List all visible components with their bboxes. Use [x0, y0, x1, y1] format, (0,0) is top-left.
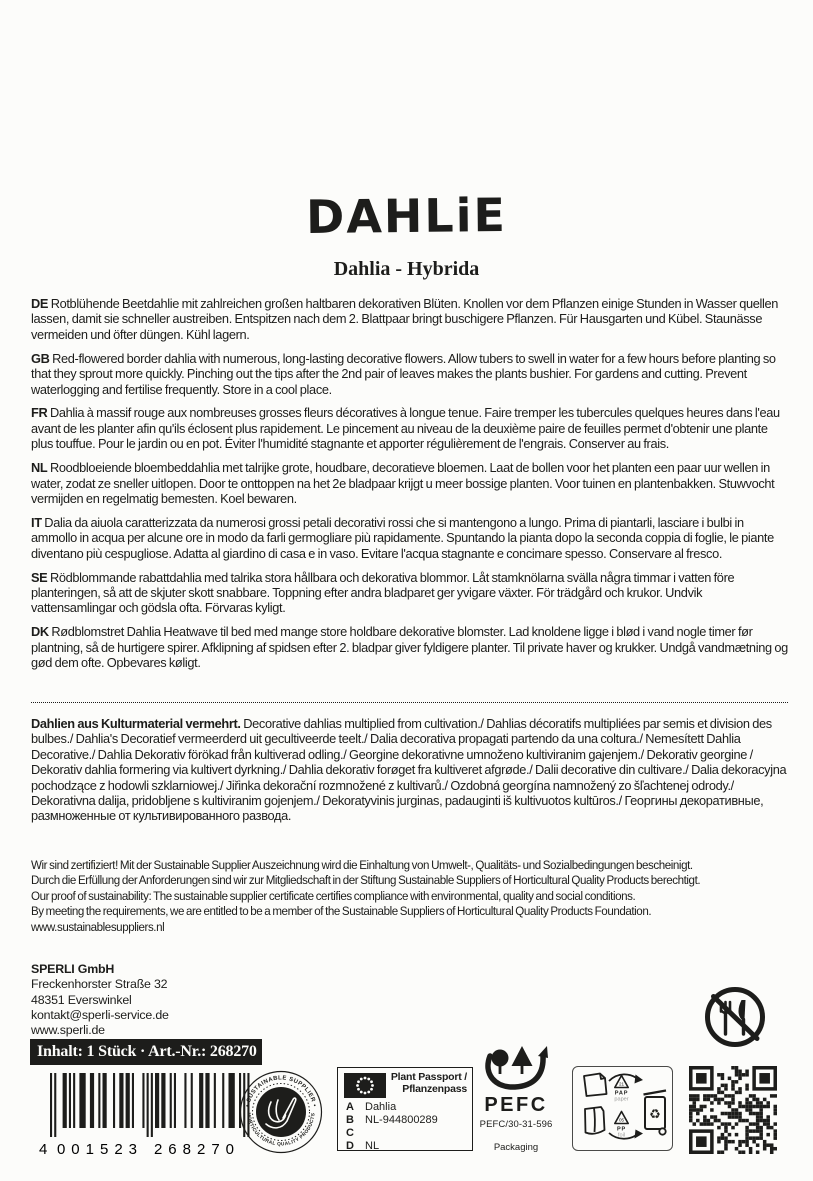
recycling-triangle-pp — [615, 1112, 628, 1139]
address-city: 48351 Everswinkel — [31, 992, 132, 1007]
address-web: www.sperli.de — [31, 1023, 105, 1038]
company-name: SPERLI GmbH — [31, 962, 115, 976]
passport-title — [391, 1072, 467, 1096]
dotted-divider — [31, 702, 788, 703]
passport-row-d — [346, 1140, 438, 1153]
badge-disc — [256, 1087, 306, 1137]
description-text-fr: Dahlia à massif rouge aux nombreuses grosses fleurs décoratives à longue tenue. Faire tremper les tubercules quelques heures dans l'eau avant de les planter afin qu'ils éclosent plus rapidement. Le pincement au niveau de la deuxième paire de feuilles permet d'obtenir une plante plus touffue. Pour le jardin ou en pot. Éviter l'humidité stagnante et apporter régulièrement de l'engrais. Conserver au frais. — [31, 405, 780, 452]
passport-rows — [346, 1101, 438, 1153]
no-food-icon — [700, 981, 770, 1053]
lang-code-it: IT — [31, 514, 42, 530]
passport-row-b — [346, 1114, 438, 1127]
pefc-scope: Packaging — [493, 1142, 539, 1153]
description-de — [31, 296, 789, 342]
paper-icon — [584, 1074, 607, 1097]
description-text-dk: Rødblomstret Dahlia Heatwave til bed med mange store holdbare dekorative blomster. Lad knoldene ligge i blød i vand nogle timer før plantning, så de hurtigere spirer. Afklipning af spidsen efter 2. bladpar giver fyldigere planter. Til private haver og krukker. Undgå vandmætning og gød dem ofte. Opbevares køligt. — [31, 624, 788, 671]
page-title: DAHLiE — [305, 187, 508, 245]
passport-value-b: NL-944800289 — [365, 1114, 438, 1127]
pp-label: foil — [617, 1132, 626, 1139]
passport-row-a — [346, 1101, 438, 1114]
sustainability-url: www.sustainablesuppliers.nl — [31, 919, 165, 934]
passport-key-d: D — [346, 1140, 354, 1153]
propagation-text: Decorative dahlias multiplied from cultivation./ Dahlias décoratifs multipliées par semis et division des bulbes./ Dahlia's Decoratief vermeerderd uit gecultiveerde teelt./ Dalia decorativa propagati partendo da una coltura./ Nemesített Dahlia Decorative./ Dahlia Dekorativ förökad från kultiverad odling./ Georgine dekorativne umnoženo kultiviranim gajenjem./ Dekorativ georgine / Dekorativ dahlia formering via kultivert dyrkning./ Dahlia dekorativ forøget fra kultiveret afgrøde./ Dalii decorative din cultivare./ Dalia dekoracyjna pochodzące z hodowli szklarniowej./ Jiřinka dekorační rozmnožené z kultivarů./ Ozdobná georgína namnožený zo šľachtenej odrody./ Dekorativna dalija, pridobljene s kultiviranim gojenjem./ Dekoratyvinis jurginas, padauginti iš kultivuotos kultūros./ Георгины декоративные, размноженные от культивированного развода. — [31, 716, 787, 824]
description-dk — [31, 624, 789, 670]
pp-number: 05 — [618, 1117, 625, 1123]
description-text-nl: Roodbloeiende bloembeddahlia met talrijke grote, houdbare, decoratieve bloemen. Laat de bollen voor het planten een paar uur wellen in water, zodat ze sneller uitlopen. Door te onttoppen na het 2e bladpaar krijgt u meer bossige planten. Voor tuinen en plantenbakken. Stuwvocht vermijden en regelmatig bemesten. Koel bewaren. — [31, 460, 775, 506]
recycling-icons — [573, 1067, 670, 1148]
passport-key-a: A — [346, 1101, 354, 1113]
pefc-trees-icon — [484, 1043, 548, 1093]
passport-key-c: C — [346, 1127, 354, 1140]
eu-flag-icon — [344, 1073, 386, 1098]
waste-bin-icon — [644, 1091, 667, 1135]
description-it — [31, 515, 789, 561]
ean-barcode — [34, 1071, 252, 1159]
badge-top-text: • SUSTAINABLE SUPPLIER • — [244, 1075, 318, 1108]
barcode-bars — [50, 1073, 250, 1137]
propagation-lead: Dahlien aus Kulturmaterial vermehrt. — [31, 716, 241, 731]
lang-code-gb: GB — [31, 350, 50, 366]
passport-value-d: NL — [365, 1140, 380, 1153]
lang-code-dk: DK — [31, 624, 49, 640]
propagation-note — [31, 716, 789, 832]
content-article-box: Inhalt: 1 Stück · Art.-Nr.: 268270 — [30, 1039, 262, 1065]
pefc-logo — [465, 1043, 567, 1153]
language-descriptions — [31, 296, 789, 679]
sustainability-line-4: By meeting the requirements, we are entitled to be a member of the Sustainable Suppliers of Horticultural Quality Products Foundation. — [31, 904, 652, 919]
passport-key-b: B — [346, 1114, 354, 1127]
qr-code — [689, 1066, 777, 1154]
description-text-gb: Red-flowered border dahlia with numerous, long-lasting decorative flowers. Allow tubers to swell in water for a few hours before planting so that they sprout more quickly. Pinching out the tips after the 2nd pair of leaves makes the plants bushier. For gardens and cutting. Prevent waterlogging and fertilise frequently. Store in a cool place. — [31, 350, 776, 397]
description-text-se: Rödblommande rabattdahlia med talrika stora hållbara och dekorativa blommor. Låt stamknölarna svälla några timmar i vatten före planteringen, så att de skjuter skott snabbare. Toppning efter andra bladparet ger yvigare växter. För trädgård och krukor. Undvik vattensamlingar och gödsla ofta. Förvaras kyligt. — [31, 569, 735, 616]
barcode-digit-first: 4 — [39, 1141, 48, 1158]
description-gb — [31, 351, 789, 397]
passport-title-de: Pflanzenpass — [402, 1082, 467, 1095]
barcode-digits-right: 268270 — [153, 1141, 241, 1158]
sustainability-line-3: Our proof of sustainability: The sustainable supplier certificate certifies compliance with environmental, quality and social conditions. — [31, 888, 636, 903]
passport-row-c — [346, 1127, 438, 1140]
badge-bottom-text: HORTICULTURAL QUALITY PRODUCTS — [245, 1112, 317, 1148]
pap-number: 21 — [618, 1081, 625, 1087]
sustainability-line-1: Wir sind zertifiziert! Mit der Sustainable Supplier Auszeichnung wird die Einhaltung von Umwelt-, Qualitäts- und Sozialbedingungen bescheinigt. — [31, 858, 693, 872]
company-address — [31, 962, 169, 1038]
address-street: Freckenhorster Straße 32 — [31, 977, 168, 992]
description-fr — [31, 405, 789, 451]
sustainability-line-2: Durch die Erfüllung der Anforderungen sind wir zur Mitgliedschaft in der Stiftung Sustainable Suppliers of Horticultural Quality Products berechtigt. — [31, 873, 701, 888]
description-nl — [31, 460, 789, 506]
plant-passport-box — [337, 1067, 473, 1151]
propagation-paragraph — [31, 716, 789, 824]
description-text-de: Rotblühende Beetdahlie mit zahlreichen großen haltbaren dekorativen Blüten. Knollen vor dem Pflanzen einige Stunden in Wasser quellen lassen, damit sie schneller austreiben. Entspitzen nach dem 2. Blattpaar bringt buschigere Pflanzen. Für Hausgarten und Kübel. Staunässe vermeiden und öfter düngen. Kühl lagern. — [31, 296, 779, 342]
lang-code-se: SE — [31, 569, 48, 585]
sustainability-statement — [31, 858, 791, 935]
botanical-name: Dahlia - Hybrida — [333, 258, 480, 280]
passport-title-en: Plant Passport / — [390, 1071, 467, 1083]
barcode-digits-left: 001523 — [56, 1141, 144, 1158]
address-email: kontakt@sperli-service.de — [31, 1007, 169, 1022]
pefc-name: PEFC — [484, 1094, 548, 1116]
lang-code-de: DE — [31, 296, 49, 311]
description-se — [31, 570, 789, 616]
passport-value-a: Dahlia — [365, 1101, 397, 1113]
pp-material: PP — [616, 1126, 627, 1133]
recycling-triangle-pap — [614, 1076, 628, 1103]
description-text-it: Dalia da aiuola caratterizzata da numerosi grossi petali decorativi rossi che si mantengono a lungo. Prima di piantarli, lasciare i bulbi in ammollo in acqua per alcune ore in modo da farli germogliare più rapidamente. Spuntando la pianta dopo la seconda coppia di foglie, le piante diventano più cespugliose. Adatta al giardino di casa e in vaso. Evitare l'acqua stagnante e concimare spesso. Conservare al fresco. — [31, 514, 774, 561]
pap-label: paper — [614, 1096, 629, 1103]
pap-material: PAP — [614, 1090, 629, 1097]
lang-code-nl: NL — [31, 460, 48, 476]
svg-text:♻: ♻ — [649, 1106, 661, 1122]
sustainable-supplier-badge — [238, 1069, 324, 1155]
lang-code-fr: FR — [31, 405, 48, 421]
pefc-license-number: PEFC/30-31-596 — [479, 1119, 553, 1130]
recycling-info-box — [572, 1066, 673, 1151]
